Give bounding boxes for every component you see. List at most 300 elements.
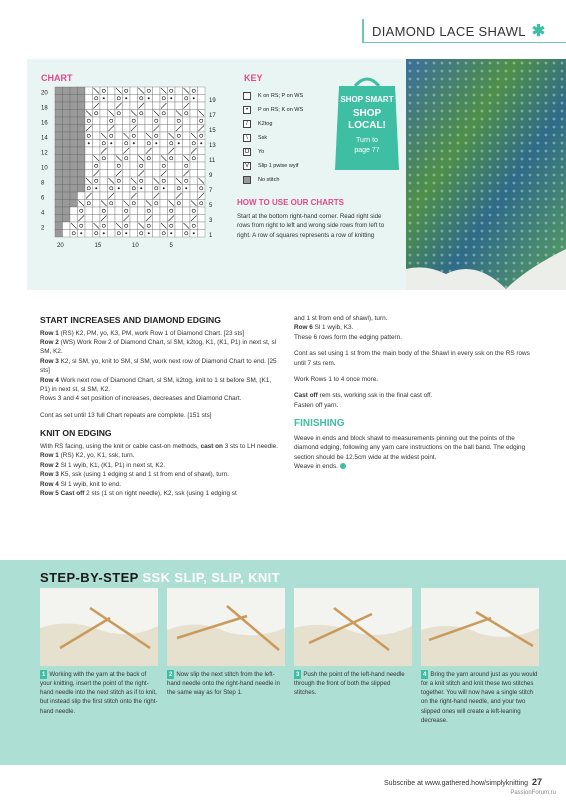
row-label-left: 4 — [41, 210, 45, 217]
key-item — [243, 145, 303, 159]
chart-cell — [93, 132, 101, 140]
stitch-label-bottom: 10 — [132, 243, 139, 249]
row-label-left: 6 — [41, 195, 45, 202]
step-text-4: 4 Bring the yarn around just as you would for a knit stitch and knit these two stitches together. You will now have a single stitch on the right-hand needle, and your two slipped ones will create a left-leaning decrease. — [421, 671, 538, 724]
chart-cell — [190, 177, 198, 185]
chart-cell — [130, 222, 138, 230]
purl-mark — [103, 97, 105, 99]
chart-cell — [183, 140, 191, 148]
k2tog-slash-icon: / — [243, 120, 251, 128]
chart-cell — [55, 185, 63, 193]
chart-cell — [190, 125, 198, 133]
purl-mark — [178, 142, 180, 144]
chart-cell — [123, 140, 131, 148]
chart-cell — [63, 87, 71, 95]
chart-cell — [100, 185, 108, 193]
chart-cell — [130, 132, 138, 140]
chart-cell — [100, 170, 108, 178]
chart-cell — [168, 177, 176, 185]
chart-cell — [55, 207, 63, 215]
purl-mark — [103, 232, 105, 234]
chart-cell — [160, 200, 168, 208]
chart-cell — [183, 125, 191, 133]
chart-cell — [70, 200, 78, 208]
chart-cell — [198, 200, 206, 208]
chart-cell — [198, 102, 206, 110]
chart-cell — [198, 117, 206, 125]
chart-cell — [198, 230, 206, 238]
chart-cell — [183, 207, 191, 215]
chart-cell — [70, 155, 78, 163]
chart-cell — [55, 125, 63, 133]
purl-mark — [163, 187, 165, 189]
chart-cell — [123, 222, 131, 230]
chart-cell — [138, 147, 146, 155]
chart-cell — [198, 155, 206, 163]
chart-cell — [115, 110, 123, 118]
chart-cell — [160, 177, 168, 185]
chart-cell — [168, 155, 176, 163]
slip-stitch-icon: V — [244, 163, 249, 169]
chart-cell — [115, 230, 123, 238]
shawl-photo — [406, 59, 566, 290]
chart-cell — [175, 102, 183, 110]
chart-cell — [145, 117, 153, 125]
chart-cell — [70, 110, 78, 118]
chart-cell — [160, 95, 168, 103]
chart-cell — [78, 222, 86, 230]
chart-cell — [78, 185, 86, 193]
chart-cell — [55, 155, 63, 163]
chart-cell — [123, 192, 131, 200]
chart-cell — [108, 147, 116, 155]
row-label-right: 9 — [209, 173, 213, 179]
chart-cell — [153, 117, 161, 125]
chart-cell — [108, 95, 116, 103]
knit-symbol-icon — [243, 92, 251, 100]
chart-cell — [55, 192, 63, 200]
chart-cell — [190, 155, 198, 163]
promo-line2: SHOP — [352, 108, 382, 119]
section-title: KNIT ON EDGING — [40, 428, 112, 439]
chart-cell — [168, 185, 176, 193]
chart-cell — [78, 177, 86, 185]
chart-cell — [63, 155, 71, 163]
chart-cell — [153, 170, 161, 178]
row-label-right: 3 — [209, 218, 213, 224]
row-label-right: 11 — [209, 158, 216, 164]
chart-cell — [198, 215, 206, 223]
chart-cell — [108, 117, 116, 125]
chart-cell — [93, 117, 101, 125]
no-stitch-icon — [243, 176, 251, 184]
chart-cell — [78, 125, 86, 133]
chart-cell — [115, 95, 123, 103]
chart-cell — [160, 125, 168, 133]
row-label-left: 12 — [41, 150, 48, 157]
chart-cell — [175, 185, 183, 193]
purl-mark — [133, 142, 135, 144]
chart-cell — [78, 170, 86, 178]
chart-cell — [115, 200, 123, 208]
chart-cell — [175, 162, 183, 170]
chart-cell — [153, 200, 161, 208]
chart-cell — [93, 125, 101, 133]
chart-cell — [85, 147, 93, 155]
chart-cell — [145, 125, 153, 133]
chart-cell — [168, 102, 176, 110]
chart-cell — [63, 170, 71, 178]
chart-cell — [138, 132, 146, 140]
chart-cell — [198, 95, 206, 103]
chart-cell — [108, 215, 116, 223]
chart-cell — [130, 102, 138, 110]
chart-cell — [108, 132, 116, 140]
chart-cell — [108, 87, 116, 95]
chart-cell — [63, 147, 71, 155]
chart-cell — [190, 110, 198, 118]
chart-cell — [115, 117, 123, 125]
stitch-label-bottom: 15 — [94, 243, 102, 249]
chart-cell — [93, 162, 101, 170]
chart-cell — [78, 132, 86, 140]
chart-cell — [78, 110, 86, 118]
chart-cell — [175, 222, 183, 230]
chart-cell — [108, 222, 116, 230]
header-bar — [362, 19, 566, 43]
chart-cell — [160, 140, 168, 148]
chart-cell — [108, 185, 116, 193]
chart-cell — [190, 222, 198, 230]
chart-cell — [130, 200, 138, 208]
chart-cell — [55, 170, 63, 178]
chart-cell — [85, 132, 93, 140]
chart-cell — [100, 207, 108, 215]
key-label: Slip 1 pwise wyif — [258, 163, 299, 169]
key-title: KEY — [244, 73, 263, 83]
promo-line4: Turn to — [356, 137, 378, 144]
chart-cell — [153, 132, 161, 140]
chart-cell — [168, 140, 176, 148]
purl-mark — [155, 142, 157, 144]
chart-cell — [70, 147, 78, 155]
chart-cell — [145, 155, 153, 163]
chart-cell — [123, 177, 131, 185]
chart-cell — [145, 162, 153, 170]
chart-cell — [70, 177, 78, 185]
chart-cell — [70, 162, 78, 170]
chart-cell — [160, 215, 168, 223]
chart-cell — [145, 110, 153, 118]
key-item — [243, 103, 303, 117]
row-label-left: 16 — [41, 120, 48, 127]
shopping-bag-icon — [335, 72, 399, 170]
chart-cell — [70, 132, 78, 140]
chart-cell — [130, 215, 138, 223]
key-label: Ssk — [258, 135, 268, 141]
step-text-1: 1 Working with the yarn at the back of your knitting, insert the point of the right-hand needle into the next stitch as if to knit, but instead slip the first stitch onto the right-hand needle. — [40, 671, 158, 715]
chart-cell — [145, 177, 153, 185]
chart-cell — [123, 207, 131, 215]
key-item — [243, 159, 303, 173]
row-label-right: 17 — [209, 113, 216, 119]
ssk-backslash-icon: \ — [243, 134, 251, 142]
chart-cell — [160, 192, 168, 200]
chart-cell — [175, 95, 183, 103]
chart-cell — [183, 117, 191, 125]
chart-cell — [153, 207, 161, 215]
chart-cell — [93, 192, 101, 200]
chart-cell — [198, 147, 206, 155]
chart-cell — [183, 177, 191, 185]
step-panel — [0, 560, 566, 765]
end-dot-icon — [340, 463, 346, 469]
step-photo-3 — [294, 588, 412, 666]
chart-cell — [78, 117, 86, 125]
row-label-left: 20 — [41, 90, 48, 97]
chart-cell — [130, 155, 138, 163]
chart-cell — [130, 95, 138, 103]
chart-cell — [115, 147, 123, 155]
chart-cell — [153, 155, 161, 163]
row-label-right: 19 — [209, 98, 216, 104]
chart-cell — [63, 230, 71, 238]
key-label: P on RS; K on WS — [258, 107, 304, 113]
chart-cell — [93, 207, 101, 215]
chart-cell — [168, 192, 176, 200]
chart-cell — [130, 207, 138, 215]
chart-cell — [85, 155, 93, 163]
page-number: 27 — [531, 777, 542, 787]
promo-line1: SHOP SMART — [340, 95, 394, 104]
chart-cell — [160, 117, 168, 125]
chart-cell — [153, 147, 161, 155]
purl-mark — [110, 142, 112, 144]
chart-cell — [123, 125, 131, 133]
chart-cell — [198, 170, 206, 178]
chart-cell — [138, 140, 146, 148]
chart-cell — [78, 140, 86, 148]
chart-cell — [70, 170, 78, 178]
step-photo-2 — [167, 588, 285, 666]
chart-cell — [85, 102, 93, 110]
chart-cell — [175, 155, 183, 163]
chart-cell — [100, 110, 108, 118]
chart-cell — [115, 177, 123, 185]
chart-cell — [85, 215, 93, 223]
work-rows: Work Rows 1 to 4 once more. — [294, 376, 379, 384]
chart-cell — [100, 117, 108, 125]
row-label-right: 15 — [209, 128, 216, 134]
chart-cell — [198, 132, 206, 140]
chart-cell — [183, 162, 191, 170]
chart-cell — [55, 162, 63, 170]
chart-cell — [63, 117, 71, 125]
chart-cell — [138, 117, 146, 125]
chart-cell — [145, 185, 153, 193]
chart-cell — [93, 147, 101, 155]
chart-cell — [190, 117, 198, 125]
chart-cell — [168, 207, 176, 215]
row-label-right: 7 — [209, 188, 213, 194]
chart-cell — [85, 95, 93, 103]
chart-cell — [70, 140, 78, 148]
chart-cell — [85, 117, 93, 125]
chart-cell — [190, 140, 198, 148]
purl-mark — [148, 97, 150, 99]
chart-cell — [160, 132, 168, 140]
chart-cell — [153, 222, 161, 230]
cont-note: Cont as set until 13 full Chart repeats are complete. [151 sts] — [40, 411, 212, 419]
chart-cell — [175, 87, 183, 95]
chart-cell — [70, 117, 78, 125]
instruction-row: With RS facing, using the knit or cable cast-on methods, cast on 3 sts to LH needle. Row 1 (RS) K2, yo, K1, ssk, turn. Row 2 Sl 1 wyib, K1, (K1, P1) in next st, K2. Row 3 K5, ssk (using 1 edging st and 1 st from end of shawl), turn. Row 4 Sl 1 wyib, knit to end. Row 5 Cast off 2 sts (1 st on right needle), K2, ssk (using 1 edging st — [40, 442, 279, 497]
chart-cell — [85, 185, 93, 193]
chart-cell — [70, 95, 78, 103]
chart-cell — [78, 102, 86, 110]
chart-cell — [115, 162, 123, 170]
chart-cell — [130, 117, 138, 125]
chart-cell — [153, 215, 161, 223]
key-item — [243, 89, 303, 103]
chart-cell — [190, 87, 198, 95]
chart-cell — [168, 162, 176, 170]
purl-mark — [170, 232, 172, 234]
chart-cell — [190, 162, 198, 170]
chart-cell — [85, 162, 93, 170]
key-label: No stitch — [258, 177, 280, 183]
chart-cell — [138, 110, 146, 118]
chart-cell — [198, 185, 206, 193]
purl-mark — [200, 142, 202, 144]
chart-cell — [63, 125, 71, 133]
chart-cell — [138, 177, 146, 185]
chart-cell — [93, 110, 101, 118]
chart-cell — [153, 162, 161, 170]
page-title: DIAMOND LACE SHAWL — [372, 23, 526, 39]
chart-cell — [100, 125, 108, 133]
chart-cell — [198, 87, 206, 95]
chart-title: CHART — [41, 73, 73, 83]
purl-dot-icon: • — [243, 106, 251, 114]
row-label-left: 18 — [41, 105, 48, 112]
chart-cell — [108, 230, 116, 238]
row-label-right: 13 — [209, 143, 216, 149]
chart-cell — [175, 132, 183, 140]
row-label-right: 5 — [209, 203, 213, 209]
chart-cell — [175, 117, 183, 125]
chart-cell — [78, 192, 86, 200]
chart-cell — [130, 87, 138, 95]
row-label-left: 8 — [41, 180, 45, 187]
chart-cell — [160, 110, 168, 118]
chart-cell — [168, 110, 176, 118]
chart-cell — [63, 95, 71, 103]
finishing-title: FINISHING — [294, 418, 345, 430]
chart-cell — [63, 140, 71, 148]
chart-cell — [70, 125, 78, 133]
chart-cell — [168, 87, 176, 95]
castoff: Cast off rem sts, working ssk in the final cast off. Fasten off yarn. — [294, 392, 433, 409]
chart-cell — [55, 110, 63, 118]
chart-cell — [168, 117, 176, 125]
chart-cell — [85, 87, 93, 95]
chart-cell — [70, 215, 78, 223]
chart-cell — [100, 102, 108, 110]
finishing-body: Weave in ends and block shawl to measurements pinning out the points of the diamond edging, following any yarn care instructions on the ball band. The edging section should be 12.5cm wide at the widest point. Weave in ends. — [294, 434, 526, 471]
howto-body: Start at the bottom right-hand corner. Read right side rows from right to left and wrong side rows from left to right. A row of squares represents a row of knitting — [237, 213, 385, 239]
chart-cell — [138, 207, 146, 215]
chart-cell — [63, 102, 71, 110]
chart-cell — [153, 185, 161, 193]
howto-title: HOW TO USE OUR CHARTS — [237, 198, 344, 207]
row-label-left: 10 — [41, 165, 48, 172]
purl-mark — [170, 97, 172, 99]
chart-cell — [78, 95, 86, 103]
chart-cell — [130, 147, 138, 155]
chart-cell — [198, 207, 206, 215]
purl-mark — [193, 232, 195, 234]
chart-cell — [100, 222, 108, 230]
purl-mark — [125, 232, 127, 234]
chart-cell — [123, 117, 131, 125]
chart-cell — [183, 132, 191, 140]
subscribe-link[interactable]: Subscribe at www.gathered.how/simplyknitting — [384, 780, 528, 787]
chart-cell — [63, 162, 71, 170]
step-text-3: 3 Push the point of the left-hand needle through the front of both the slipped stitches. — [294, 671, 405, 697]
chart-cell — [108, 207, 116, 215]
chart-cell — [100, 87, 108, 95]
chart-cell — [198, 162, 206, 170]
chart-cell — [145, 170, 153, 178]
chart-cell — [153, 230, 161, 238]
chart-cell — [115, 207, 123, 215]
instruction-row: Row 1 (RS) K2, PM, yo, K3, PM, work Row 1 of Diamond Chart. [23 sts] Row 2 (WS) Work Row 2 of Diamond Chart, sl SM, k2tog, K1, (K1, P1) in next st, sl SM, K2. Row 3 K2, sl SM, yo, knit to SM, sl SM, work next row of Diamond Chart to end. [25 sts] Row 4 Work next row of Diamond Chart, sl SM, k2tog, knit to 1 st before SM, (K1, P1) in next st, sl SM, K2. Rows 3 and 4 set position of increases, decreases and Diamond Chart. — [40, 329, 277, 403]
chart-cell — [115, 132, 123, 140]
chart-cell — [153, 95, 161, 103]
chart-cell — [100, 192, 108, 200]
chart-cell — [115, 125, 123, 133]
chart-cell — [93, 177, 101, 185]
chart-cell — [85, 200, 93, 208]
key-label: K on RS; P on WS — [258, 93, 304, 99]
stitch-label-bottom: 20 — [57, 243, 64, 249]
key-label: Yo — [258, 149, 265, 155]
chart-cell — [168, 222, 176, 230]
row-label-right: 1 — [209, 233, 213, 239]
chart-cell — [115, 192, 123, 200]
chart-cell — [183, 147, 191, 155]
purl-mark — [88, 142, 90, 144]
instruction-row: and 1 st from end of shawl), turn. Row 6 Sl 1 wyib, K3. These 6 rows form the edging pattern. — [294, 315, 402, 341]
chart-cell — [63, 200, 71, 208]
stitch-chart — [27, 83, 237, 283]
chart-cell — [70, 230, 78, 238]
chart-cell — [108, 102, 116, 110]
chart-cell — [138, 215, 146, 223]
chart-cell — [93, 230, 101, 238]
chart-cell — [138, 95, 146, 103]
watermark: PassionForum.ru — [510, 790, 556, 796]
chart-cell — [63, 192, 71, 200]
chart-cell — [70, 192, 78, 200]
chart-cell — [175, 230, 183, 238]
chart-cell — [63, 222, 71, 230]
step-photo-1 — [40, 588, 158, 666]
chart-cell — [55, 95, 63, 103]
chart-cell — [93, 215, 101, 223]
cont-set: Cont as set using 1 st from the main body of the Shawl in every ssk on the RS rows until 7 sts rem. — [294, 350, 530, 367]
